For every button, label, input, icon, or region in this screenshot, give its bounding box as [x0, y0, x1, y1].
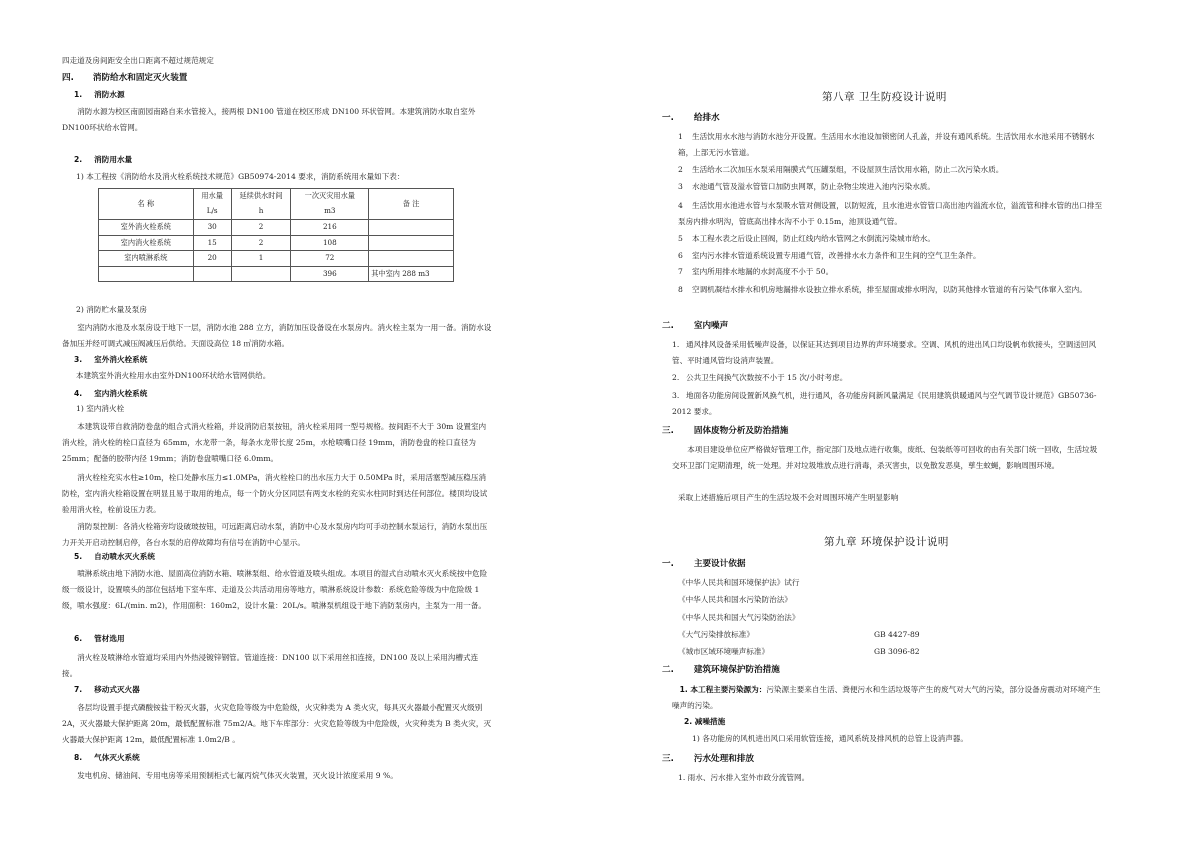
- header-unit: m3: [291, 204, 369, 220]
- item-number: 5: [678, 234, 683, 243]
- s4-p1: 本建筑设带自救消防卷盘的组合式消火栓箱，并设消防启泵按钮，消火栓采用同一型号规格。按间距不大于 30m 设置室内消火栓，消火栓的栓口直径为 65mm，水龙带一条，每条水龙带长度 25m，水枪喷嘴口径 19mm，消防卷盘的栓口直径为 25mm；配备的胶带内径 19mm；消防卷盘喷嘴口径 6.0mm。: [62, 422, 487, 463]
- sub-number: 8.: [74, 753, 83, 762]
- header-cell: 用水量: [193, 189, 231, 205]
- e2-item-1: [672, 682, 1104, 714]
- r3-p2: 采取上述措施后项目产生的生活垃圾不会对周围环境产生明显影响: [678, 493, 899, 502]
- item-number: 1.: [672, 340, 680, 349]
- item-number: 1: [678, 132, 683, 141]
- sub-title: 消防水源: [94, 90, 125, 99]
- table-cell: 2: [231, 220, 291, 236]
- item-text: 污染源主要来自生活、粪便污水和生活垃圾等产生的废气对大气的污染，部分设备房震动对环境产生噪声的污染。: [672, 685, 1101, 710]
- law-name: 《城市区域环境噪声标准》: [678, 647, 770, 656]
- r1-item: [678, 250, 981, 261]
- r1-item: [678, 129, 1104, 161]
- section-title: 主要设计依据: [693, 559, 746, 569]
- s4-heading: [74, 388, 147, 399]
- sub-title: 室外消火栓系统: [94, 355, 148, 364]
- header-cell: 延续供水时间: [231, 189, 291, 205]
- table-cell: 72: [291, 251, 369, 267]
- s1-heading: [74, 89, 125, 100]
- table-cell: [369, 251, 454, 267]
- table-cell: 108: [291, 235, 369, 251]
- law-code: GB 3096-82: [874, 647, 920, 656]
- table-cell: 30: [193, 220, 231, 236]
- section-title: 给排水: [693, 113, 720, 123]
- r3-p1: 本项目建设单位应严格做好管理工作，指定部门及地点进行收集，废纸、包装纸等可回收的由有关部门统一回收，生活垃圾交环卫部门定期清理，统一处理。并对垃圾堆放点进行消毒，杀灭害虫，以免散发恶臭，孳生蚊蝇，影响周围环境。: [672, 445, 1098, 470]
- sub-number: 1.: [74, 90, 83, 99]
- section-number: 三.: [662, 426, 674, 436]
- top-line: 四走道及房间距安全出口距离不超过规范规定: [62, 56, 214, 65]
- r1-item: [678, 233, 935, 244]
- table-header-row: [99, 189, 454, 205]
- r2-item: [672, 337, 1104, 369]
- s8-heading: [74, 752, 140, 763]
- item-text: 空调机凝结水排水和机房地漏排水设独立排水系统，排至屋面或排水明沟，以防其他排水管道的有污染气体窜入室内。: [692, 285, 1087, 294]
- section-title: 建筑环境保护防治措施: [693, 665, 780, 675]
- law-name: 《中华人民共和国大气污染防治法》: [678, 613, 800, 622]
- section-number: 一.: [662, 559, 674, 569]
- e2-item-2: 2. 减噪措施: [684, 717, 726, 726]
- item-number: 6: [678, 251, 683, 260]
- section-number: 二.: [662, 321, 674, 331]
- item-number: 3.: [672, 391, 680, 400]
- s4-p3: 消防泵控制：各消火栓箱旁均设破玻按钮，可远距离启动水泵，消防中心及水泵房内均可手动控制水泵运行，消防水泵出压力开关开启动控制启停，各台水泵的启停故障均有信号在消防中心显示。: [62, 522, 488, 547]
- item-text: 生活饮用水池进水管与水泵吸水管对侧设置，以防短流，且水池进水管管口高出池内溢流水位，溢流管和排水管的出口排至泵房内排水明沟，管底高出排水沟不小于 0.15m，池顶设通气管。: [678, 201, 1103, 226]
- law-item: [678, 629, 754, 640]
- section-title: 污水处理和排放: [693, 754, 755, 764]
- table-cell: 396: [291, 266, 369, 282]
- table-cell: 室外消火栓系统: [99, 220, 194, 236]
- chapter-8-title: 第八章 卫生防疫设计说明: [822, 91, 947, 103]
- item-text: 地面各功能房间设置新风换气机，进行通风，各功能房间新风量满足《民用建筑供暖通风与空气调节设计规范》GB50736-2012 要求。: [672, 391, 1097, 416]
- sub-number: 3.: [74, 355, 83, 364]
- table-cell: [193, 266, 231, 282]
- item-text: 室内所用排水地漏的水封高度不小于 50。: [692, 267, 834, 276]
- table-row: [99, 251, 454, 267]
- s3-heading: [74, 354, 147, 365]
- table-row: [99, 266, 454, 282]
- table-cell: 1: [231, 251, 291, 267]
- header-unit: h: [231, 204, 291, 220]
- s2-heading: [74, 154, 132, 165]
- table-cell: 2: [231, 235, 291, 251]
- item-text: 通风排风设备采用低噪声设备，以保证其达到项目边界的声环境要求。空调、风机的进出风口均设帆布软接头，空调送回风管、平时通风管均设消声装置。: [672, 340, 1097, 365]
- sub-number: 6.: [74, 634, 83, 643]
- table-cell: 室内喷淋系统: [99, 251, 194, 267]
- s4-sub: 1) 室内消火栓: [76, 404, 125, 413]
- item-text: 水池通气管及溢水管管口加防虫网罩，防止杂物尘埃进入池内污染水质。: [692, 182, 935, 191]
- sub-title: 移动式灭火器: [94, 685, 140, 694]
- table-row: [99, 220, 454, 236]
- item-number: 8: [678, 285, 683, 294]
- s5-heading: [74, 551, 155, 562]
- r1-item: [678, 181, 935, 192]
- sub-title: 消防用水量: [94, 155, 133, 164]
- sub-number: 2.: [74, 155, 83, 164]
- s7-para: 各层均设置手提式磷酸铵盐干粉灭火器，火灾危险等级为中危险级，火灾种类为 A 类火灾，每具灭火器最小配置灭火级别 2A，灭火器最大保护距离 20m，最低配置标准 75m2/A。地下车库部分：火灾危险等级为中危险级，火灾种类为 B 类火灾，灭火器最大保护距离 12m，最低配置标准 1.0m2/B 。: [62, 703, 492, 744]
- r1-heading: [662, 112, 720, 124]
- r1-item: [678, 164, 1003, 175]
- law-name: 《大气污染排放标准》: [678, 630, 754, 639]
- s7-heading: [74, 684, 140, 695]
- s6-para: 消火栓及喷淋给水管道均采用内外热浸镀锌钢管。管道连接：DN100 以下采用丝扣连接，DN100 及以上采用沟槽式连接。: [62, 653, 479, 678]
- s5-para: 喷淋系统由地下消防水池、屋面高位消防水箱、喷淋泵组、给水管道及喷头组成。本项目的湿式自动喷水灭火系统按中危险级一级设计，设置喷头的部位包括地下室车库、走道及公共活动用房等地方，喷淋系统设计参数：系统危险等级为中危险级 1 级，喷水强度：6L/(min. m2)，作用面积：160m2，设计水量：20L/s。喷淋泵机组设于地下消防泵房内，主泵为一用一备。: [62, 569, 488, 610]
- header-cell: 备 注: [369, 189, 454, 220]
- e2-heading: [662, 664, 780, 676]
- table-row: [99, 235, 454, 251]
- s3-para: 本建筑室外消火栓用水由室外DN100环状给水管网供给。: [76, 371, 271, 380]
- e3-item: 1. 雨水、污水排入室外市政分流管网。: [678, 773, 810, 782]
- item-text: 室内污水排水管道系统设置专用通气管，改善排水水力条件和卫生间的空气卫生条件。: [692, 251, 981, 260]
- table-cell: 216: [291, 220, 369, 236]
- table-cell: [369, 235, 454, 251]
- header-cell: 一次灭灾用水量: [291, 189, 369, 205]
- r2-item: [672, 388, 1104, 420]
- table-cell: 其中室内 288 m3: [369, 266, 454, 282]
- section-title: 消防给水和固定灭火装置: [92, 73, 188, 83]
- table-cell: 20: [193, 251, 231, 267]
- sub-title: 管材选用: [94, 634, 125, 643]
- sub-number: 5.: [74, 552, 83, 561]
- sub-number: 4.: [74, 389, 83, 398]
- r2-heading: [662, 320, 728, 332]
- table-cell: 15: [193, 235, 231, 251]
- item-number: 2.: [672, 373, 680, 382]
- chapter-9-title: 第九章 环境保护设计说明: [824, 536, 949, 548]
- header-unit: L/s: [193, 204, 231, 220]
- item-text: 生活给水二次加压水泵采用隔膜式气压罐泵组，不设屋顶生活饮用水箱，防止二次污染水质。: [692, 165, 1004, 174]
- law-item: [678, 612, 800, 623]
- table-cell: 室内消火栓系统: [99, 235, 194, 251]
- s1-para: 消防水源为校区南面园南路自来水管接入，接两根 DN100 管道在校区形成 DN100 环状管网。本建筑消防水取自室外DN100环状给水管网。: [62, 107, 476, 132]
- sub-title: 气体灭火系统: [94, 753, 140, 762]
- r2-item: [672, 372, 847, 383]
- table-cell: [369, 220, 454, 236]
- s2-intro: 1) 本工程按《消防给水及消火栓系统技术规范》GB50974-2014 要求，消防系统用水量如下表：: [76, 172, 405, 181]
- law-item: [678, 646, 769, 657]
- sub-title: 自动喷水灭火系统: [94, 552, 155, 561]
- r1-item: [678, 282, 1104, 298]
- law-name: 《中华人民共和国水污染防治法》: [678, 595, 792, 604]
- section-title: 固体废物分析及防治措施: [693, 426, 789, 436]
- section-number: 四.: [62, 73, 74, 83]
- header-cell: 名 称: [99, 189, 194, 220]
- s6-heading: [74, 633, 125, 644]
- section-title: 室内噪声: [693, 321, 729, 331]
- sub-number: 7.: [74, 685, 83, 694]
- section-number: 三.: [662, 754, 674, 764]
- section-number: 一.: [662, 113, 674, 123]
- table-cell: [99, 266, 194, 282]
- r1-item: [678, 266, 833, 277]
- storage-para: 室内消防水池及水泵房设于地下一层，消防水池 288 立方，消防加压设备设在水泵房内。消火栓主泵为一用一备。消防水设备加压并经可调式减压阀减压后供给。天面设高位 18 ㎥消防水箱。: [62, 323, 492, 348]
- table-cell: [231, 266, 291, 282]
- section-number: 二.: [662, 665, 674, 675]
- e1-heading: [662, 558, 745, 570]
- s4-p2: 消火栓栓充实水柱≥10m，栓口处静水压力≤1.0MPa，消火栓栓口的出水压力大于 0.50MPa 时，采用活塞型减压稳压消防栓，室内消火栓箱设置在明显且易于取用的地点，每一个防火分区同层有两支水栓的充实水柱同时到达任何部位。楼顶均设试验用消火栓，栓前设压力表。: [62, 473, 488, 514]
- section-4-heading: [62, 72, 187, 84]
- e2-item-2-sub: 1) 各功能房的风机进出风口采用软管连接，通风系统及排风机的总管上设消声器。: [692, 734, 968, 743]
- law-name: 《中华人民共和国环境保护法》试行: [678, 578, 800, 587]
- e3-heading: [662, 753, 754, 765]
- law-code: GB 4427-89: [874, 630, 920, 639]
- item-text: 本工程水表之后设止回阀，防止红线内给水管网之水倒流污染城市给水。: [692, 234, 935, 243]
- item-text: 生活饮用水水池与消防水池分开设置。生活用水水池设加锁密闭人孔盖，并设有通风系统。生活饮用水水池采用不锈钢水箱，上部无污水管道。: [678, 132, 1095, 157]
- law-item: [678, 577, 800, 588]
- item-number: 7: [678, 267, 683, 276]
- item-text: 公共卫生间换气次数按不小于 15 次/小时考虑。: [686, 373, 848, 382]
- storage-title: 2) 消防贮水量及泵房: [76, 305, 147, 314]
- r1-item: [678, 198, 1104, 230]
- item-label: 1. 本工程主要污染源为：: [679, 685, 767, 694]
- sub-title: 室内消火栓系统: [94, 389, 148, 398]
- law-item: [678, 594, 792, 605]
- item-number: 4: [678, 201, 683, 210]
- r3-heading: [662, 425, 788, 437]
- s8-para: 发电机房、储油间、专用电房等采用预制柜式七氟丙烷气体灭火装置，灭火设计浓度采用 9 %。: [77, 771, 398, 780]
- water-table: [98, 188, 454, 282]
- item-number: 2: [678, 165, 683, 174]
- item-number: 3: [678, 182, 683, 191]
